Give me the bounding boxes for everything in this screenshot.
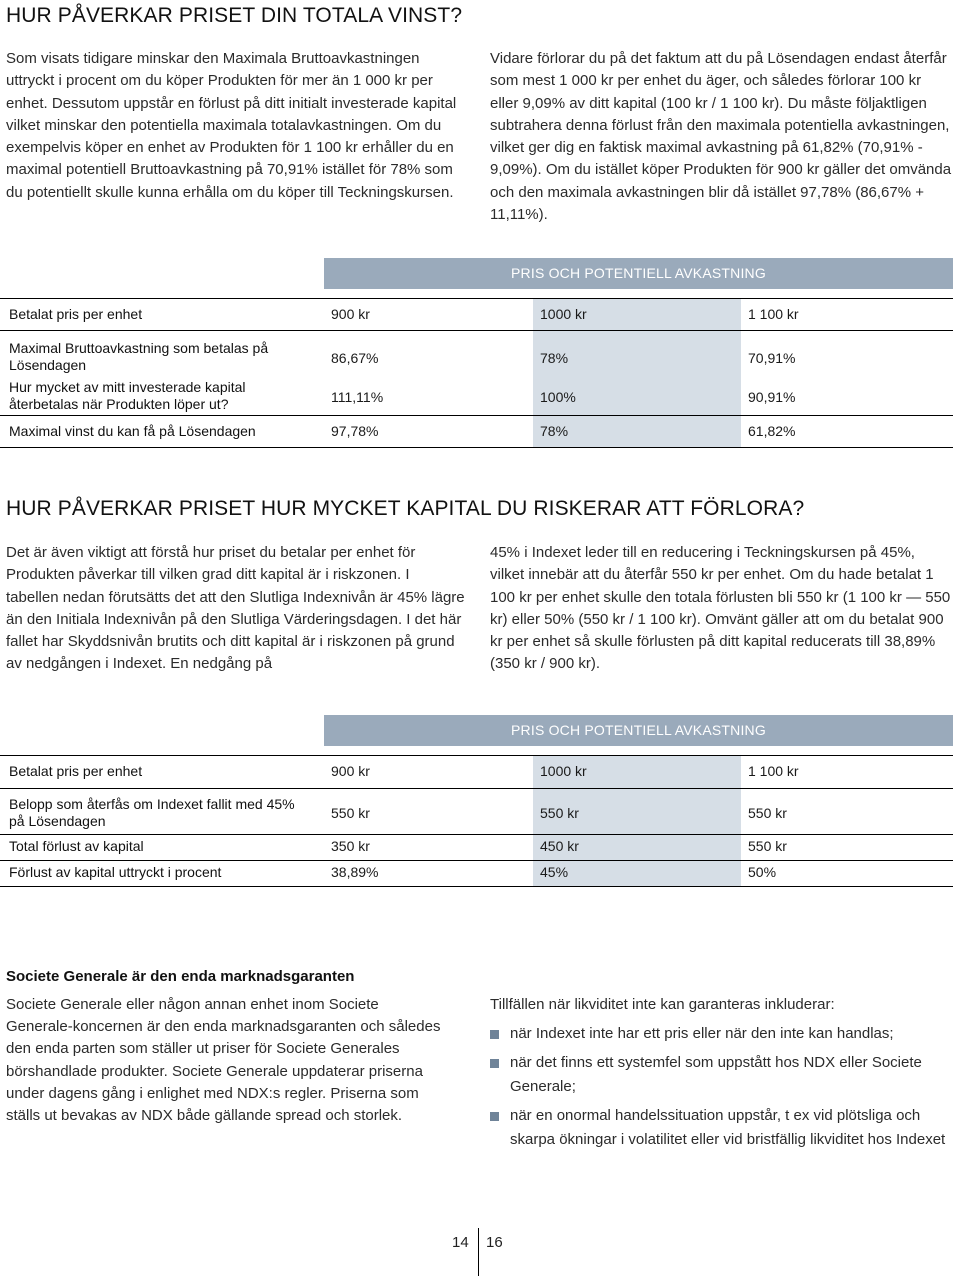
table-header: PRIS OCH POTENTIELL AVKASTNING <box>324 258 953 289</box>
row-divider <box>0 755 953 756</box>
table-cell: 900 kr <box>331 306 370 322</box>
section2-right-paragraph: 45% i Indexet leder till en reducering i Teckningskursen på 45%, vilket innebär att du återfår 550 kr per enhet. Om du hade betalat 1 100 kr per enhet skulle den totala förlusten bli 550 kr (1 100 kr — 550 kr) eller 50% (550 kr / 1 100 kr). Omvänt gäller att om du betalat 900 kr per enhet så skulle förlusten på ditt kapital reducerats till 38,89% (350 kr / 900 kr). <box>490 544 951 673</box>
table-cell: 1 100 kr <box>748 763 799 779</box>
list-item <box>490 1104 955 1152</box>
row-label: Maximal vinst du kan få på Lösendagen <box>9 423 256 439</box>
table-cell: 100% <box>540 389 576 405</box>
market-maker-heading: Societe Generale är den enda marknadsgaranten <box>6 968 355 985</box>
row-divider <box>0 788 953 789</box>
table-cell: 550 kr <box>331 805 370 821</box>
table-cell: 1000 kr <box>540 763 587 779</box>
bullet-text: när det finns ett systemfel som uppstått hos NDX eller Societe Generale; <box>510 1054 922 1095</box>
row-label: Maximal Bruttoavkastning som betalas på Lösendagen <box>9 340 269 373</box>
table-cell: 45% <box>540 864 569 880</box>
section-title-total-profit: HUR PÅVERKAR PRISET DIN TOTALA VINST? <box>6 4 463 27</box>
table-cell: 38,89% <box>331 864 379 880</box>
table-cell: 350 kr <box>331 838 370 854</box>
row-divider <box>0 330 953 331</box>
table-cell: 450 kr <box>540 838 579 854</box>
bullet-text: när en onormal handelssituation uppstår, t ex vid plötsliga och skarpa ökningar i volatilitet eller vid bristfällig likviditet hos Indexet <box>510 1107 946 1148</box>
table-cell: 550 kr <box>540 805 579 821</box>
table-cell: 86,67% <box>331 350 379 366</box>
page-number-right: 16 <box>486 1234 503 1251</box>
row-divider <box>0 886 953 887</box>
price-return-table-1 <box>0 258 953 448</box>
price-return-table-2 <box>0 715 953 887</box>
table-cell: 97,78% <box>331 423 379 439</box>
row-label: Belopp som återfås om Indexet fallit med 45% på Lösendagen <box>9 796 295 829</box>
section2-left-paragraph: Det är även viktigt att förstå hur priset du betalar per enhet för Produkten påverkar till vilken grad ditt kapital är i riskzonen. I tabellen nedan förutsätts det att den Slutliga Indexnivån är 45% lägre än den Initiala Indexnivån på den Slutliga Värderingsdagen. I det här fallet har Skyddsnivån brutits och ditt kapital är i riskzonen på grund av nedgången i Indexet. En nedgång på <box>6 544 465 673</box>
square-bullet-icon <box>490 1112 499 1121</box>
table-cell: 1 100 kr <box>748 306 799 322</box>
table-cell: 900 kr <box>331 763 370 779</box>
list-item <box>490 1022 955 1046</box>
row-label: Betalat pris per enhet <box>9 763 143 779</box>
row-label: Total förlust av kapital <box>9 838 144 854</box>
table-cell: 78% <box>540 350 569 366</box>
row-divider <box>0 415 953 416</box>
list-item <box>490 1051 955 1099</box>
row-divider <box>0 860 953 861</box>
row-label: Betalat pris per enhet <box>9 306 143 322</box>
table-cell: 550 kr <box>748 805 787 821</box>
row-divider <box>0 447 953 448</box>
liquidity-intro: Tillfällen när likviditet inte kan garanteras inkluderar: <box>490 996 835 1013</box>
table-cell: 111,11% <box>331 389 384 405</box>
table-cell: 50% <box>748 864 777 880</box>
market-maker-paragraph: Societe Generale eller någon annan enhet inom Societe Generale-koncernen är den enda marknadsgaranten och således den enda parten som ställer ut priser för Societe Generales börshandlade produkter. Societe Generale uppdaterar priserna under dagens gång i enlighet med NDX:s regler. Priserna som ställs ut bevakas av NDX både gällande spread och storlek. <box>6 996 441 1125</box>
table-header: PRIS OCH POTENTIELL AVKASTNING <box>324 715 953 746</box>
table-cell: 90,91% <box>748 389 796 405</box>
table-cell: 61,82% <box>748 423 796 439</box>
section1-right-paragraph: Vidare förlorar du på det faktum att du på Lösendagen endast återfår som mest 1 000 kr per enhet du äger, och således förlorar 100 kr eller 9,09% av ditt kapital (100 kr / 1 100 kr). Du måste följaktligen subtrahera denna förlust från den maximala potentiella avkastningen, vilket ger dig en faktisk maximal avkastning på 61,82% (70,91% - 9,09%). Om du istället köper Produkten för 900 kr gäller det omvända och den maximala avkastningen blir då istället 97,78% (86,67% + 11,11%). <box>490 50 952 224</box>
section1-left-paragraph: Som visats tidigare minskar den Maximala Bruttoavkastningen uttryckt i procent om du köper Produkten för mer än 1 000 kr per enhet. Dessutom uppstår en förlust på ditt initialt investerade kapital vilket minskar den potentiella maximala totalavkastningen. Om du exempelvis köper en enhet av Produkten för 1 100 kr erhåller du en maximal potentiell Bruttoavkastning på 70,91% istället för 78% som du potentiellt skulle kunna erhålla om du köper till Teckningskursen. <box>6 50 457 201</box>
section-title-capital-risk: HUR PÅVERKAR PRISET HUR MYCKET KAPITAL DU RISKERAR ATT FÖRLORA? <box>6 497 805 520</box>
page-number-left: 14 <box>452 1234 469 1251</box>
row-label: Hur mycket av mitt investerade kapital återbetalas när Produkten löper ut? <box>9 379 246 412</box>
row-divider <box>0 834 953 835</box>
table-cell: 70,91% <box>748 350 796 366</box>
row-divider <box>0 298 953 299</box>
row-label: Förlust av kapital uttryckt i procent <box>9 864 222 880</box>
square-bullet-icon <box>490 1059 499 1068</box>
table-cell: 78% <box>540 423 569 439</box>
table-cell: 550 kr <box>748 838 787 854</box>
page-divider <box>478 1228 479 1276</box>
liquidity-bullet-list <box>490 1022 955 1157</box>
table-cell: 1000 kr <box>540 306 587 322</box>
bullet-text: när Indexet inte har ett pris eller när den inte kan handlas; <box>510 1025 894 1042</box>
square-bullet-icon <box>490 1030 499 1039</box>
